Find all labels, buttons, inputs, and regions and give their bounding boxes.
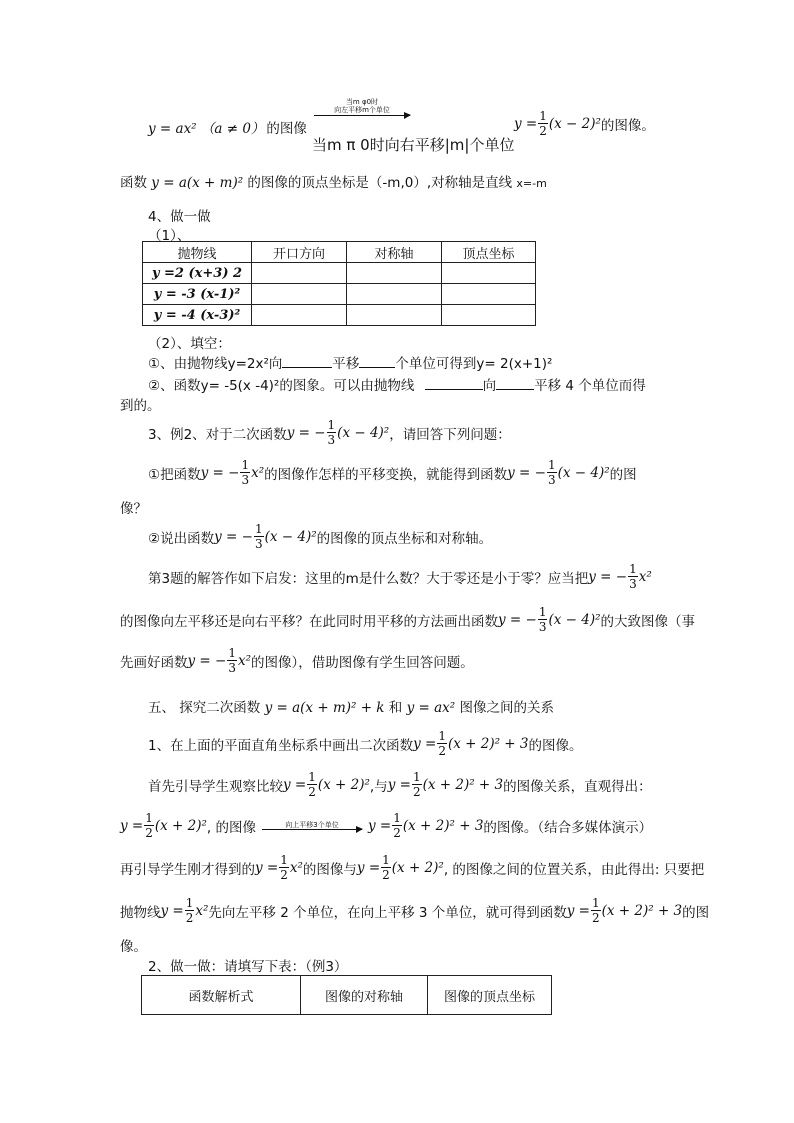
fraction — [547, 459, 557, 486]
s5-p4-c: , 的图像之间的位置关系，由此得出: 只要把 — [443, 861, 705, 878]
s5-p2-m2-pre: y = — [387, 776, 411, 793]
hint2-m-pre: y = − — [498, 611, 537, 628]
line2-t3: x=-m — [516, 177, 547, 190]
hint1-m-pre: y = − — [588, 568, 628, 585]
s5-p2-m1-pre: y = — [283, 776, 307, 793]
table-cell-empty[interactable] — [252, 284, 347, 305]
s5-p5-m2-pre: y = — [566, 902, 590, 919]
s5-p3 — [120, 812, 652, 839]
s5-title-m1: y = a(x + m)² + k — [264, 700, 385, 716]
hint3-m-post: x² — [237, 652, 252, 669]
frac-den: 3 — [254, 537, 263, 551]
s5-p4-m1-pre: y = — [255, 859, 279, 876]
table-row — [143, 284, 536, 305]
fraction — [628, 563, 638, 590]
fraction — [591, 897, 601, 924]
s5-p5-c: 的图 — [682, 904, 710, 921]
frac-num: 1 — [185, 896, 194, 910]
arrow-top-label-2: 向左平移m个单位 — [334, 106, 390, 114]
ex2-q1-b: 的图像作怎样的平移变换，就能得到函数 — [264, 466, 508, 483]
s5-title-b: 和 — [388, 700, 403, 716]
frac-den: 2 — [539, 124, 547, 138]
ex2-q1-m1-pre: y = − — [200, 464, 240, 481]
line2 — [120, 171, 547, 191]
frac-den: 3 — [327, 433, 336, 447]
ex2-q1-m2-pre: y = − — [507, 464, 546, 481]
s5-p5-m2-post: (x + 2)² + 3 — [601, 902, 683, 919]
ex2-q1-c: 的图 — [609, 466, 637, 483]
fraction — [437, 730, 447, 757]
ex2-q2-m-pre: y = − — [214, 528, 253, 545]
ex2-q2-m-post: (x − 4)² — [264, 528, 317, 545]
frac-num: 1 — [280, 853, 288, 867]
fraction — [185, 897, 195, 924]
table-cell-empty[interactable] — [252, 305, 347, 326]
s5-p3-b: 的图像。（结合多媒体演示） — [483, 819, 653, 836]
ex2-q2-a: ②说出函数 — [148, 530, 215, 547]
arrow-bottom-label: 当m π 0时向右平移|m|个单位 — [312, 136, 515, 154]
table-header: 开口方向 — [252, 242, 347, 263]
table-cell: y = -3 (x-1)² — [143, 284, 252, 305]
table-cell-empty[interactable] — [347, 305, 442, 326]
frac-den: 2 — [145, 826, 153, 840]
table-header: 图像的顶点坐标 — [428, 976, 552, 1015]
table-header: 对称轴 — [347, 242, 442, 263]
fraction — [240, 459, 250, 486]
frac-den: 3 — [629, 577, 637, 591]
s5-p3-m2-post: (x + 2)² + 3 — [402, 817, 484, 834]
fraction — [254, 523, 264, 550]
frac-num: 1 — [538, 605, 547, 619]
s5-p3-m1-post: (x + 2)² — [154, 817, 207, 834]
table-cell-empty[interactable] — [442, 263, 536, 284]
s5-p2 — [148, 771, 652, 798]
s5-p3-m2-pre: y = — [368, 817, 392, 834]
parabola-table — [142, 241, 536, 326]
translation-arrow — [312, 98, 412, 116]
fill2-b: 向 — [482, 378, 497, 394]
arrow-label: 向上平移3个单位 — [285, 821, 339, 829]
ex2-intro-math-pre: y = − — [286, 424, 326, 441]
s5-p5 — [120, 897, 709, 924]
frac-num: 1 — [539, 109, 547, 123]
s5-p1 — [148, 730, 583, 757]
fill1-c: 个单位可得到y= 2(x+1)² — [395, 356, 553, 372]
fraction — [392, 812, 402, 839]
fraction — [327, 419, 337, 446]
ex2-q2-b: 的图像的顶点坐标和对称轴。 — [316, 530, 493, 547]
frac-num: 1 — [438, 729, 446, 743]
frac-num: 1 — [629, 562, 637, 576]
table-cell-empty[interactable] — [347, 263, 442, 284]
hint3-b: 的图像），借助图像有学生回答问题。 — [251, 654, 474, 671]
fraction — [538, 606, 548, 633]
fraction — [307, 771, 317, 798]
s5-p3-a: , 的图像 — [206, 819, 257, 836]
fraction — [144, 812, 154, 839]
s5-p4-m1-post: x² — [289, 859, 303, 876]
ex2-q1-m1-post: x² — [251, 464, 265, 481]
frac-num: 1 — [393, 811, 401, 825]
s5-p5-a: 抛物线 — [120, 904, 161, 921]
frac-den: 3 — [538, 620, 547, 634]
hint3-m-pre: y = − — [187, 652, 227, 669]
section4-sub1: （1）、 — [148, 228, 191, 244]
frac-num: 1 — [308, 770, 316, 784]
ex2-q1-m2-post: (x − 4)² — [557, 464, 610, 481]
ex2-intro-b: ，请回答下列问题： — [389, 426, 511, 443]
line1-math-b-suffix: (x − 2)² — [548, 115, 601, 132]
frac-den: 2 — [382, 868, 390, 882]
s5-p2-m2-post: (x + 2)² + 3 — [422, 776, 504, 793]
s5-p1-a: 1、在上面的平面直角坐标系中画出二次函数 — [148, 737, 414, 754]
ex2-q1-a: ①把函数 — [148, 466, 201, 483]
s5-p2-c: 的图像关系，直观得出： — [503, 778, 652, 795]
line1-text-a: 的图像 — [266, 121, 307, 137]
line1-math-b-prefix: y = — [514, 115, 538, 132]
table-cell-empty[interactable] — [442, 284, 536, 305]
ex2-intro-a: 3、例2、对于二次函数 — [148, 426, 287, 443]
frac-num: 1 — [591, 896, 600, 910]
s5-p6: 2、做一做：请填写下表：（例3） — [148, 959, 348, 975]
frac-den: 3 — [241, 473, 250, 487]
s5-p4-a: 再引导学生刚才得到的 — [120, 861, 255, 878]
table-cell-empty[interactable] — [442, 305, 536, 326]
table-cell-empty[interactable] — [347, 284, 442, 305]
hint1-m-post: x² — [638, 568, 652, 585]
fraction — [381, 854, 391, 881]
frac-den: 2 — [308, 785, 316, 799]
fraction — [279, 854, 289, 881]
hint-line-3 — [120, 647, 474, 674]
frac-num: 1 — [254, 522, 263, 536]
hint2-b: 的大致图像（事 — [600, 613, 696, 630]
line2-t1: 函数 — [120, 175, 147, 191]
line1-math-b — [514, 110, 655, 137]
s5-p2-b: ,与 — [369, 778, 388, 795]
s5-p4-b: 的图像与 — [302, 861, 357, 878]
s5-p5-b: 先向左平移 2 个单位，在向上平移 3 个单位，就可得到函数 — [208, 904, 567, 921]
blank-input[interactable] — [496, 377, 534, 390]
frac-den: 2 — [412, 785, 421, 799]
s5-p2-a: 首先引导学生观察比较 — [148, 778, 283, 795]
table-header: 顶点坐标 — [442, 242, 536, 263]
exercise-table — [141, 975, 552, 1015]
ex2-intro-math-post: (x − 4)² — [337, 424, 390, 441]
fill2-a: ②、函数y= -5(x -4)²的图象。可以由抛物线 — [148, 378, 415, 394]
fraction — [538, 110, 548, 137]
table-cell: y = -4 (x-3)² — [143, 305, 252, 326]
fill-line-1 — [148, 352, 552, 372]
s5-title-m2: y = ax² — [406, 700, 456, 716]
line2-t2: 的图像的顶点坐标是（-m,0）,对称轴是直线 — [247, 175, 513, 191]
fill1-a: ①、由抛物线y=2x²向 — [148, 356, 283, 372]
section5-title — [148, 696, 554, 716]
fill1-b: 平移 — [332, 356, 360, 372]
frac-den: 2 — [280, 868, 288, 882]
hint2-a: 的图像向左平移还是向右平移？在此同时用平移的方法画出函数 — [120, 613, 498, 630]
frac-num: 1 — [228, 646, 236, 660]
table-row — [143, 263, 536, 284]
s5-title-c: 图像之间的关系 — [459, 700, 554, 716]
translation-arrow-2 — [262, 821, 362, 830]
blank-input[interactable] — [359, 355, 395, 368]
frac-den: 2 — [591, 911, 600, 925]
table-header-row — [142, 976, 552, 1015]
s5-title-a: 五、 探究二次函数 — [148, 700, 261, 716]
frac-den: 2 — [185, 911, 194, 925]
frac-num: 1 — [412, 770, 421, 784]
blank-input[interactable] — [282, 355, 332, 368]
frac-den: 3 — [228, 661, 236, 675]
right-arrow-icon — [314, 115, 410, 116]
hint1-a: 第3题的解答作如下启发：这里的m是什么数？大于零还是小于零？应当把 — [148, 570, 589, 587]
s5-p4-m2-post: (x + 2)² — [391, 859, 444, 876]
table-header: 抛物线 — [143, 242, 252, 263]
s5-p5-d: 像。 — [120, 939, 147, 955]
s5-p1-m-post: (x + 2)² + 3 — [447, 735, 529, 752]
table-cell: y =2 (x+3) 2 — [143, 263, 252, 284]
fraction — [227, 647, 237, 674]
right-arrow-icon — [262, 829, 362, 830]
s5-p4 — [120, 854, 704, 881]
fill2-c: 平移 4 个单位而得 — [534, 378, 646, 394]
section4-title: 4、做一做 — [148, 209, 211, 225]
table-cell-empty[interactable] — [252, 263, 347, 284]
example2-q2 — [148, 523, 492, 550]
example2-intro — [148, 419, 511, 446]
frac-den: 2 — [438, 744, 446, 758]
s5-p5-m1-post: x² — [195, 902, 209, 919]
arrow-top-label-1: 当m φ0时 — [345, 98, 379, 106]
line1-text-b: 的图像。 — [600, 117, 655, 134]
table-header: 函数解析式 — [142, 976, 301, 1015]
hint-line-2 — [120, 606, 695, 633]
table-row — [143, 305, 536, 326]
line1 — [148, 112, 307, 142]
section4-sub2: （2）、填空： — [148, 336, 231, 352]
s5-p4-m2-pre: y = — [356, 859, 381, 876]
fill2-d: 到的。 — [120, 398, 161, 414]
frac-num: 1 — [327, 418, 336, 432]
ex2-q1-d: 像？ — [120, 501, 147, 517]
frac-den: 3 — [547, 473, 556, 487]
s5-p1-m-pre: y = — [413, 735, 437, 752]
frac-num: 1 — [145, 811, 153, 825]
frac-num: 1 — [547, 458, 556, 472]
s5-p2-m1-post: (x + 2)² — [317, 776, 370, 793]
hint3-a: 先画好函数 — [120, 654, 188, 671]
s5-p1-b: 的图像。 — [528, 737, 583, 754]
frac-num: 1 — [241, 458, 250, 472]
fill-line-2 — [148, 374, 646, 394]
frac-num: 1 — [382, 853, 390, 867]
hint-line-1 — [148, 563, 652, 590]
table-header-row — [143, 242, 536, 263]
line2-math: y = a(x + m)² — [151, 175, 244, 191]
s5-p5-m1-pre: y = — [160, 902, 184, 919]
fraction — [412, 771, 422, 798]
frac-den: 2 — [393, 826, 401, 840]
line1-math-a: y = ax² （a ≠ 0） — [148, 121, 265, 137]
hint2-m-post: (x − 4)² — [548, 611, 601, 628]
blank-input[interactable] — [425, 377, 483, 390]
table-header: 图像的对称轴 — [301, 976, 428, 1015]
s5-p3-m1-pre: y = — [120, 817, 144, 834]
example2-q1 — [148, 459, 637, 486]
